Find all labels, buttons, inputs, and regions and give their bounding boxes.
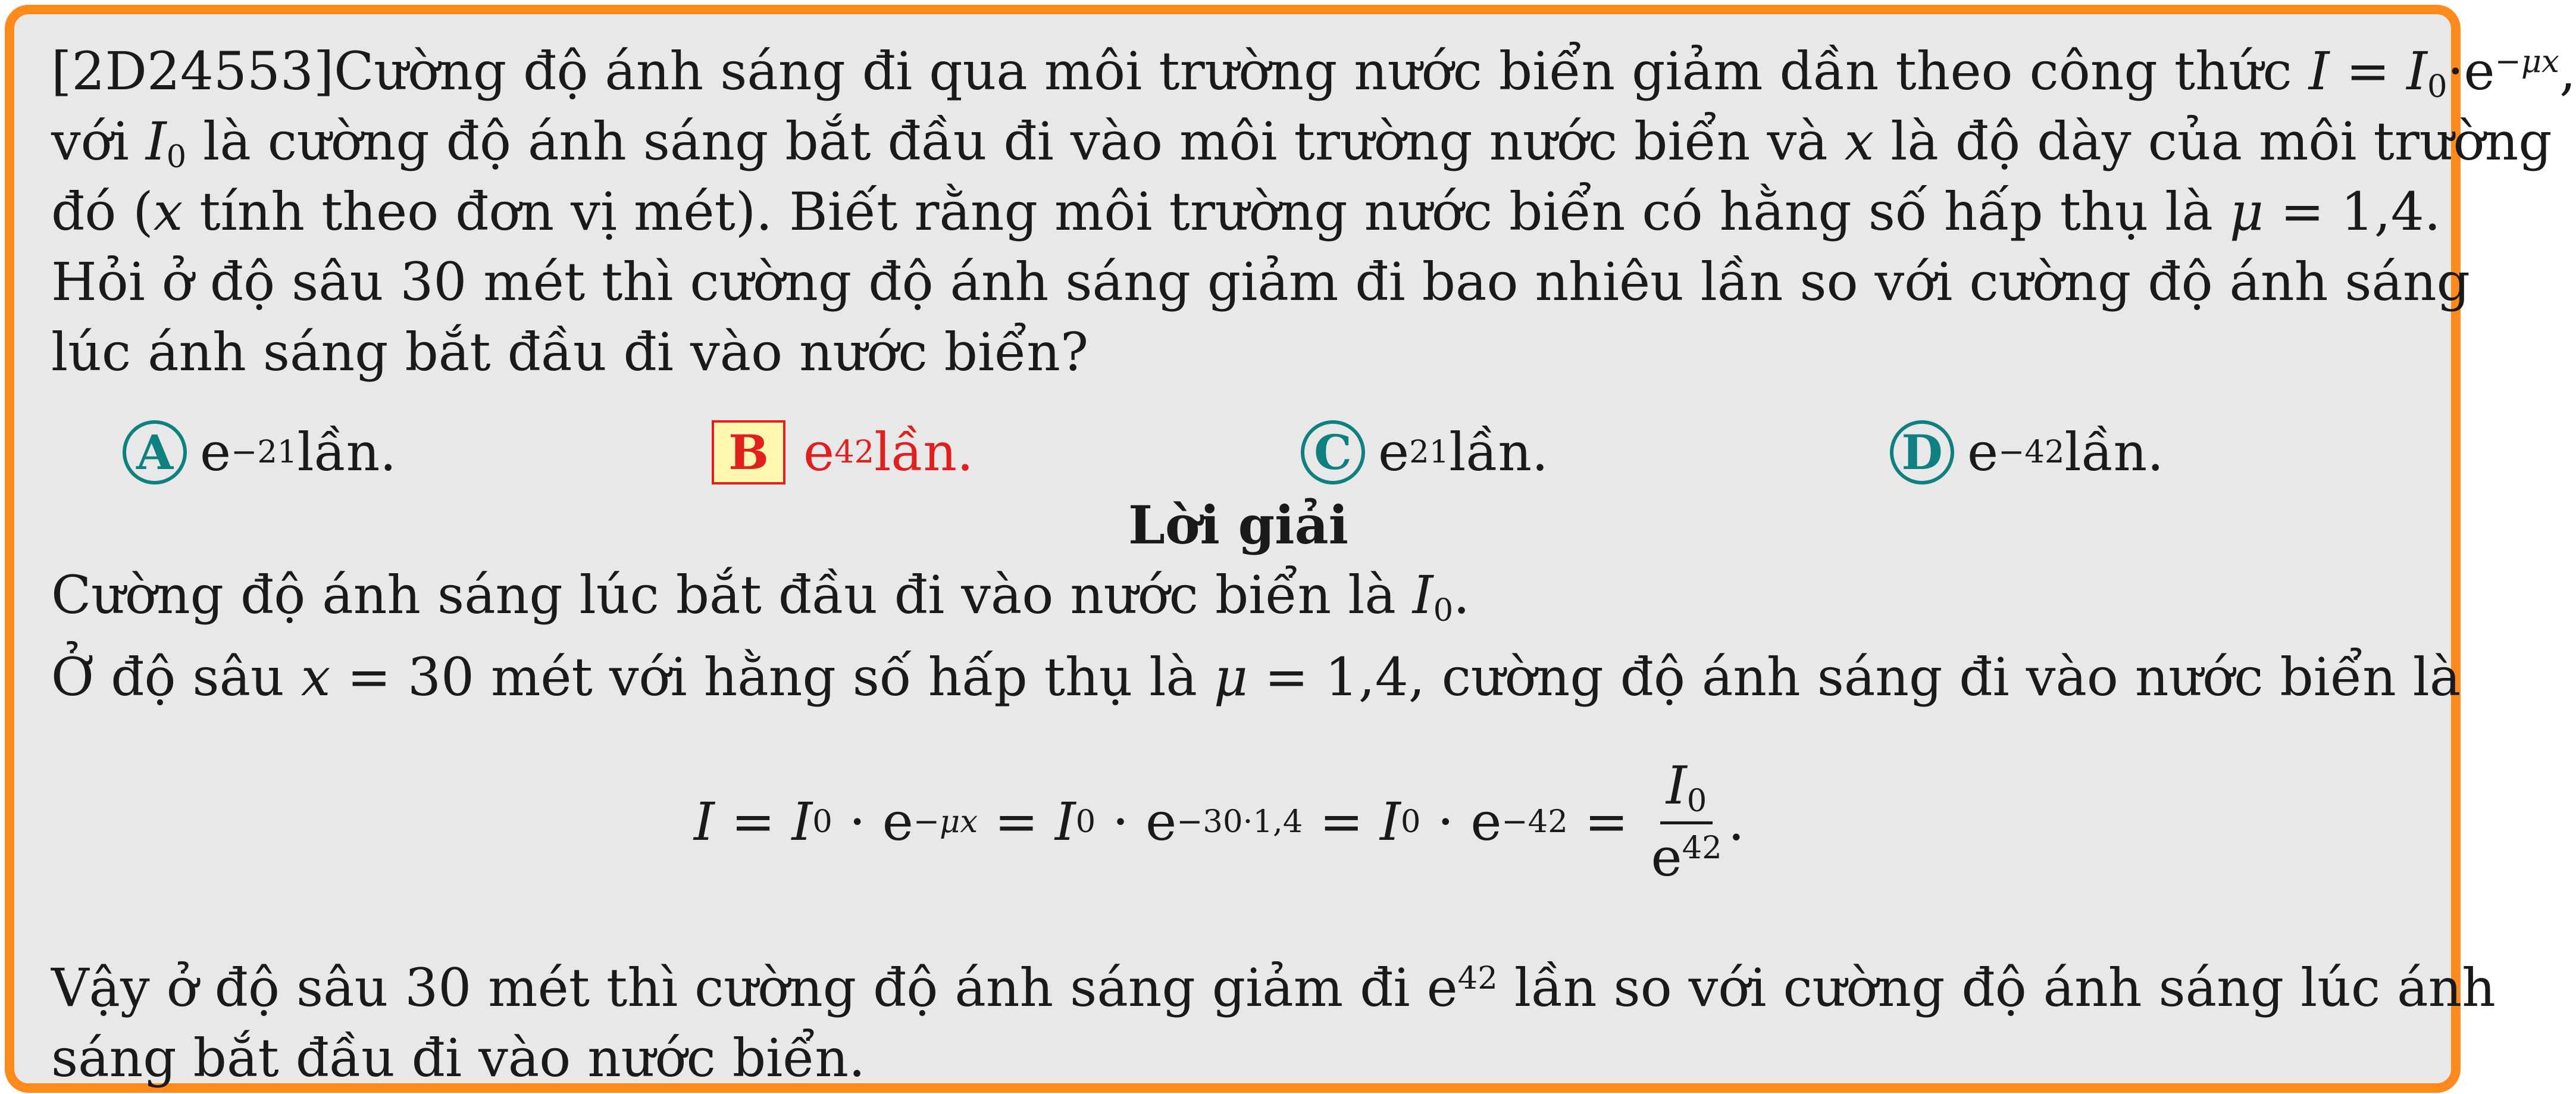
solution-line-1: Cường độ ánh sáng lúc bắt đầu đi vào nước biển là $I_0$.: [51, 564, 1470, 629]
option-d-badge: D: [1890, 420, 1954, 485]
question-line-3: đó (x tính theo đơn vị mét). Biết rằng môi trường nước biển có hằng số hấp thụ là μ = 1,4.: [51, 181, 2441, 242]
option-a-badge: A: [123, 420, 187, 485]
solution-heading: Lời giải: [1128, 494, 1349, 556]
question-line-1: [2D24553]Cường độ ánh sáng đi qua môi trường nước biển giảm dần theo công thức $I = I_0\cdot e^{-\mu x}$,: [51, 40, 2576, 105]
option-b[interactable]: B e 42 lần.: [712, 417, 974, 488]
fraction-numerator: $I_0$: [1660, 756, 1713, 824]
solution-formula: I = I 0 · e −μx = I 0 · e −30·1,4 = I 0 · e −42 = $\frac{I_0}{e^{42}}$ .: [694, 755, 1745, 888]
fraction: [1651, 756, 1722, 887]
question-line-5: lúc ánh sáng bắt đầu đi vào nước biển?: [51, 321, 1089, 383]
solution-line-4: sáng bắt đầu đi vào nước biển.: [51, 1027, 866, 1089]
fraction-denominator: $e^{42}$: [1651, 827, 1722, 888]
option-d[interactable]: D e −42 lần.: [1890, 417, 2164, 488]
question-line-4: Hỏi ở độ sâu 30 mét thì cường độ ánh sáng giảm đi bao nhiêu lần so với cường độ ánh sáng: [51, 251, 2470, 312]
option-c[interactable]: C e 21 lần.: [1301, 417, 1548, 488]
solution-line-2: Ở độ sâu x = 30 mét với hằng số hấp thụ là μ = 1,4, cường độ ánh sáng đi vào nước biển là: [51, 646, 2461, 708]
question-line-2: với $I_0$ là cường độ ánh sáng bắt đầu đi vào môi trường nước biển và x là độ dày của môi trường: [51, 111, 2552, 176]
question-id: [2D24553]: [51, 40, 334, 102]
solution-line-3: Vậy ở độ sâu 30 mét thì cường độ ánh sáng giảm đi $e^{42}$ lần so với cường độ ánh sáng lúc ánh: [51, 957, 2496, 1018]
option-a[interactable]: A e −21 lần.: [123, 417, 396, 488]
option-c-badge: C: [1301, 420, 1365, 485]
option-b-badge: B: [712, 420, 785, 485]
question-card: [5, 5, 2576, 1093]
